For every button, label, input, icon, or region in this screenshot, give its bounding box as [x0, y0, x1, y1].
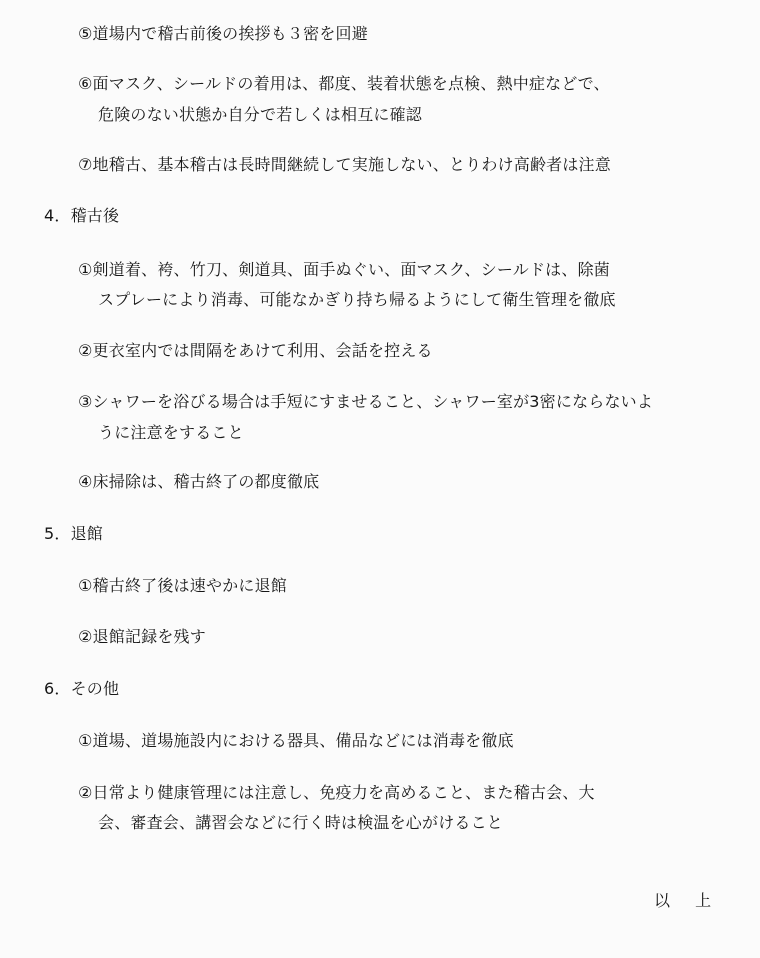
section-4-item-4: ④床掃除は、稽古終了の都度徹底 [78, 472, 320, 491]
section-4-heading: 4．稽古後 [44, 206, 120, 225]
section-4-item-3-line-1: ③シャワーを浴びる場合は手短にすませること、シャワー室が3密にならないよ [78, 392, 654, 411]
section-4-item-1-line-2: スプレーにより消毒、可能なかぎり持ち帰るようにして衛生管理を徹底 [98, 290, 616, 309]
item-5-greetings: ⑤道場内で稽古前後の挨拶も３密を回避 [78, 24, 368, 43]
section-6-item-2-line-1: ②日常より健康管理には注意し、免疫力を高めること、また稽古会、大 [78, 783, 595, 802]
section-5-heading: 5．退館 [44, 524, 103, 543]
section-6-item-2-line-2: 会、審査会、講習会などに行く時は検温を心がけること [98, 813, 504, 832]
section-4-item-3-line-2: うに注意をすること [98, 423, 244, 442]
section-6-heading: 6．その他 [44, 679, 120, 698]
item-6-line-2: 危険のない状態か自分で若しくは相互に確認 [98, 105, 423, 124]
section-6-item-1: ①道場、道場施設内における器具、備品などには消毒を徹底 [78, 731, 514, 750]
section-5-item-2: ②退館記録を残す [78, 627, 206, 646]
section-4-item-1-line-1: ①剣道着、袴、竹刀、剣道具、面手ぬぐい、面マスク、シールドは、除菌 [78, 260, 610, 279]
item-7: ⑦地稽古、基本稽古は長時間継続して実施しない、とりわけ高齢者は注意 [78, 155, 611, 174]
section-5-item-1: ①稽古終了後は速やかに退館 [78, 576, 287, 595]
item-6-line-1: ⑥面マスク、シールドの着用は、都度、装着状態を点検、熱中症などで、 [78, 74, 610, 93]
closing-text: 以 上 [654, 891, 722, 910]
section-4-item-2: ②更衣室内では間隔をあけて利用、会話を控える [78, 341, 433, 360]
